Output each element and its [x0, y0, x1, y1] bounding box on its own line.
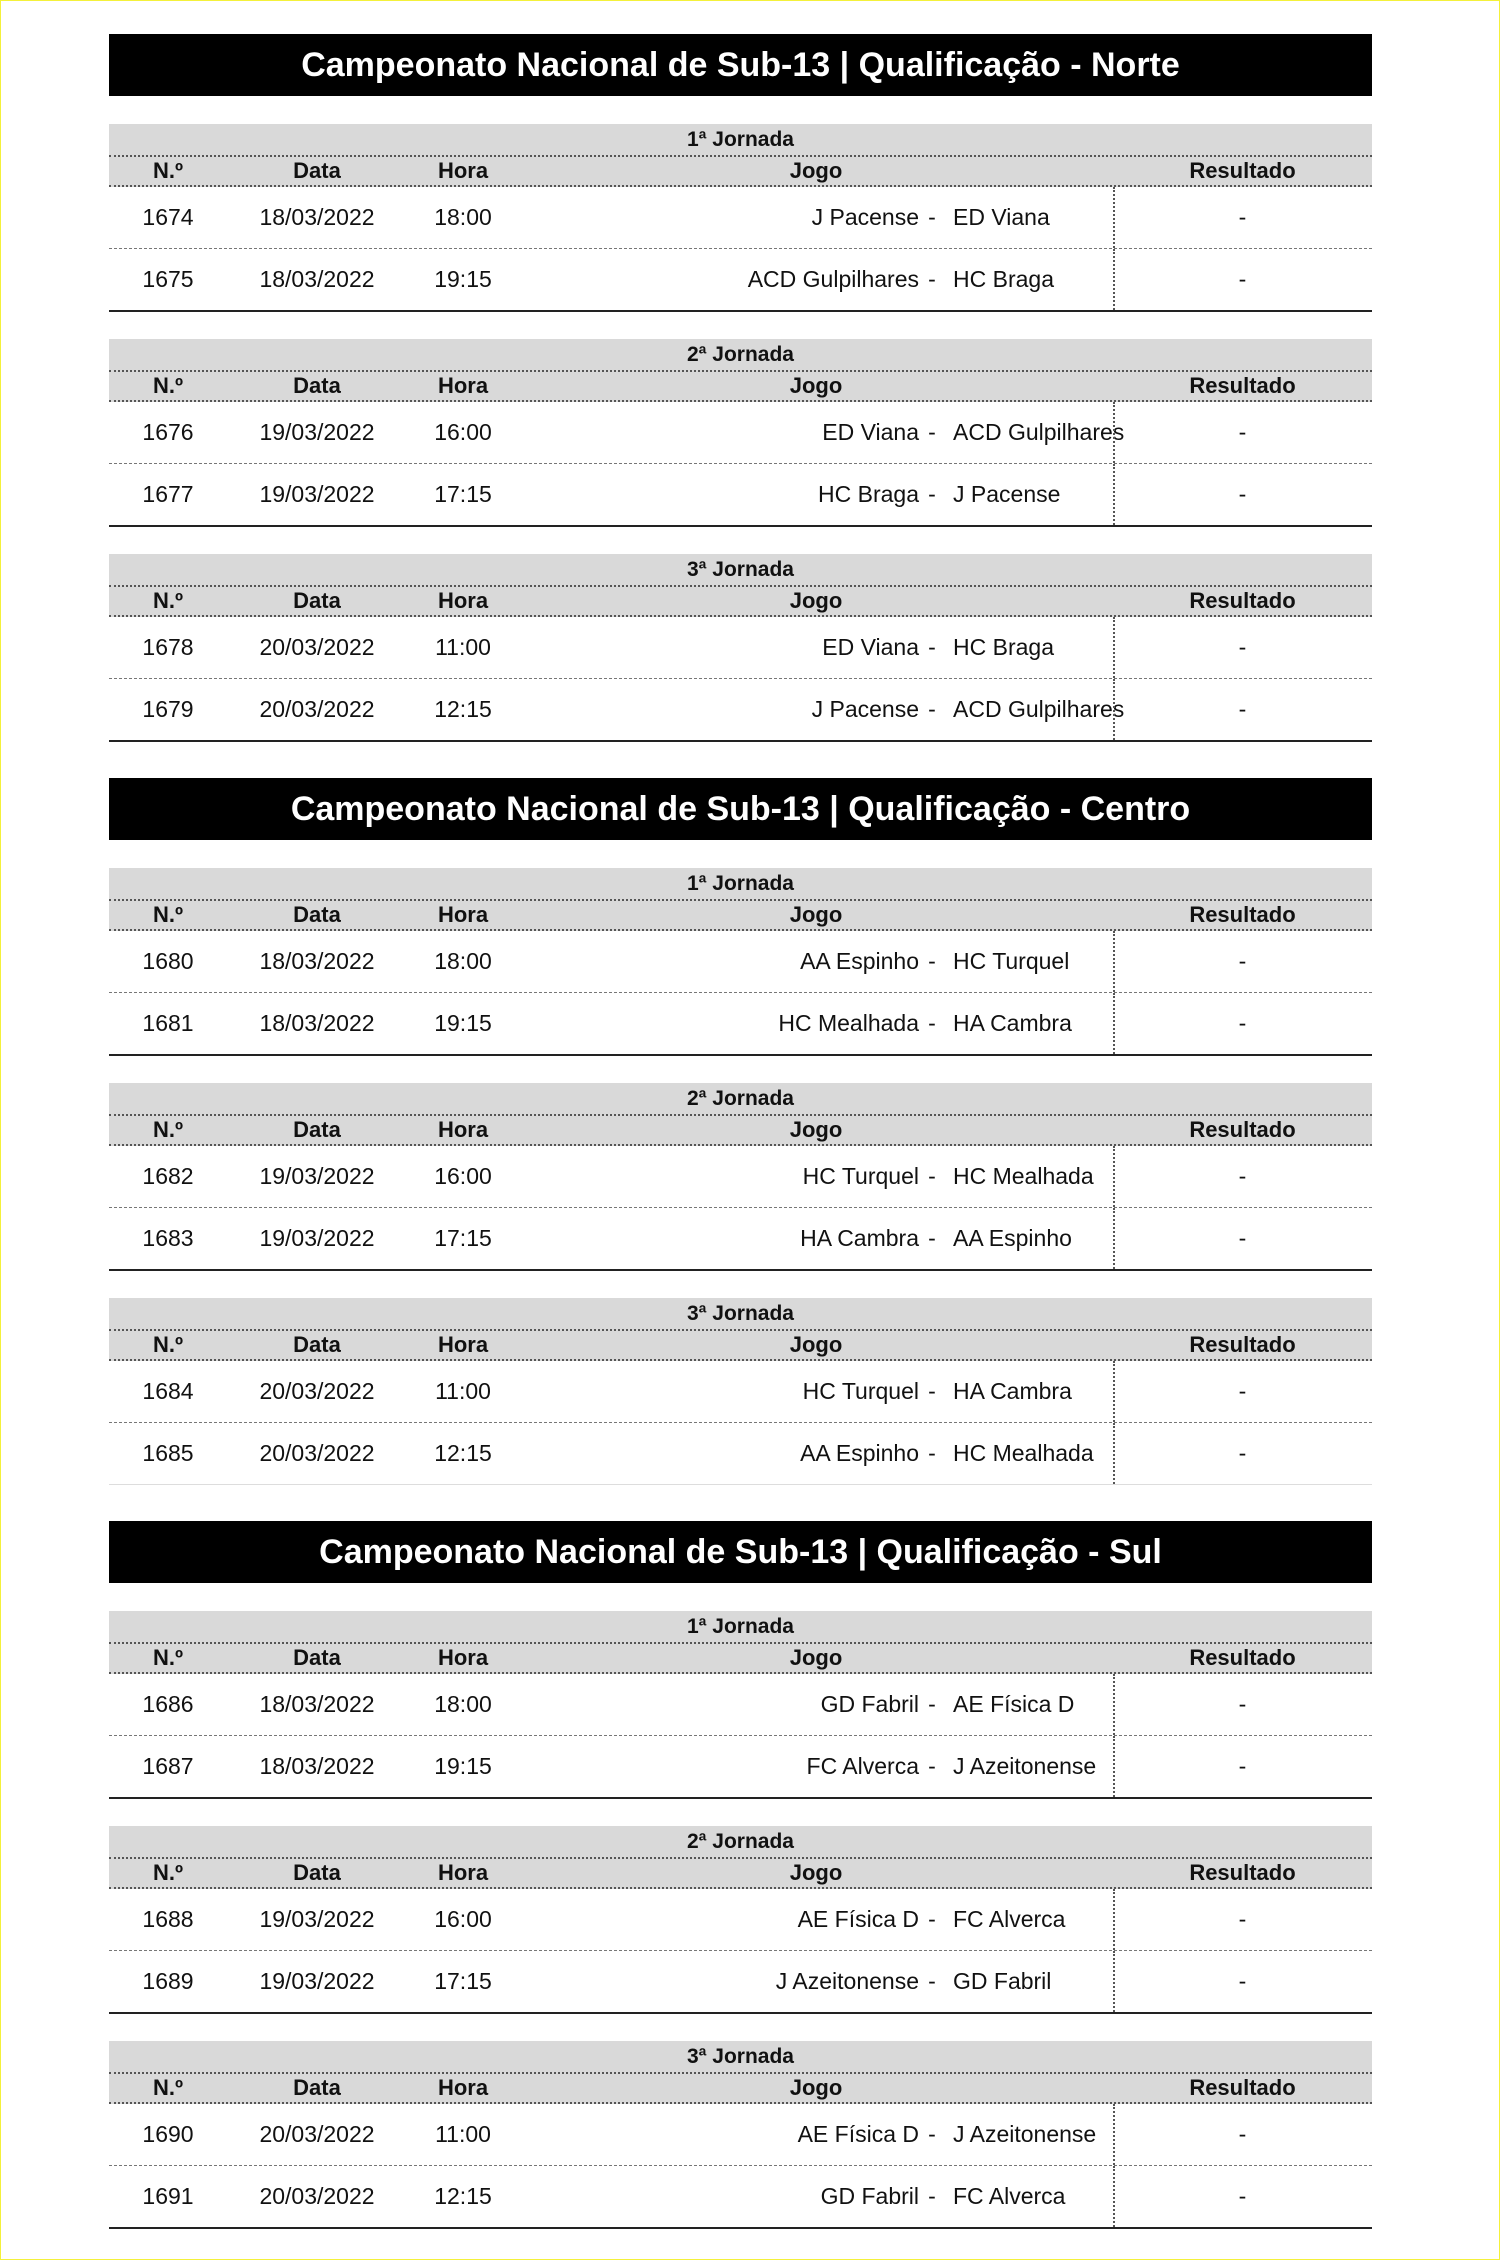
- column-header-row: [109, 2074, 1372, 2104]
- game-result: -: [1238, 266, 1247, 292]
- round-table: [109, 2041, 1372, 2229]
- header-number: N.º: [152, 1332, 184, 1357]
- header-number: N.º: [152, 1117, 184, 1142]
- round-table: [109, 1298, 1372, 1485]
- game-number: 1684: [142, 1378, 194, 1404]
- game-number: 1682: [142, 1163, 194, 1189]
- game-number: 1683: [142, 1225, 194, 1251]
- game-date: 20/03/2022: [259, 1440, 375, 1466]
- home-team: AA Espinho: [800, 948, 919, 974]
- game-row: [109, 464, 1372, 527]
- home-team: HC Turquel: [802, 1378, 919, 1404]
- competition-section: [109, 34, 1372, 742]
- game-matchup: [519, 679, 1125, 740]
- game-matchup: [519, 402, 1125, 463]
- header-result: Resultado: [1189, 902, 1296, 927]
- game-date: 18/03/2022: [259, 204, 375, 230]
- game-row: [109, 1889, 1372, 1951]
- header-number: N.º: [152, 1645, 184, 1670]
- header-number: N.º: [152, 1860, 184, 1885]
- game-date: 19/03/2022: [259, 1968, 375, 1994]
- header-game: Jogo: [789, 2075, 843, 2100]
- game-date: 19/03/2022: [259, 1225, 375, 1251]
- home-team: J Pacense: [811, 696, 919, 722]
- header-result: Resultado: [1189, 1332, 1296, 1357]
- team-separator: -: [928, 1378, 936, 1404]
- game-number: 1686: [142, 1691, 194, 1717]
- team-separator: -: [928, 1691, 936, 1717]
- team-separator: -: [928, 1010, 936, 1036]
- game-time: 19:15: [434, 1753, 492, 1779]
- game-time: 11:00: [435, 634, 491, 660]
- header-result: Resultado: [1189, 1645, 1296, 1670]
- header-date: Data: [293, 2075, 341, 2100]
- team-separator: -: [928, 419, 936, 445]
- header-time: Hora: [437, 1860, 489, 1885]
- round-table: [109, 554, 1372, 742]
- header-time: Hora: [437, 158, 489, 183]
- game-matchup: [519, 249, 1113, 310]
- team-separator: -: [928, 1968, 936, 1994]
- column-header-row: [109, 1116, 1372, 1146]
- game-matchup: [519, 1146, 1113, 1207]
- round-label: 3ª Jornada: [109, 1298, 1372, 1331]
- column-header-row: [109, 587, 1372, 617]
- team-separator: -: [928, 1440, 936, 1466]
- game-number: 1674: [142, 204, 194, 230]
- round-label: 2ª Jornada: [109, 1083, 1372, 1116]
- round-table: [109, 1826, 1372, 2014]
- game-row: [109, 2166, 1372, 2229]
- away-team: HC Braga: [953, 634, 1054, 660]
- column-header-row: [109, 901, 1372, 931]
- header-time: Hora: [437, 1332, 489, 1357]
- header-date: Data: [293, 373, 341, 398]
- game-date: 19/03/2022: [259, 481, 375, 507]
- game-row: [109, 1423, 1372, 1485]
- header-number: N.º: [152, 902, 184, 927]
- header-game: Jogo: [789, 373, 843, 398]
- game-date: 20/03/2022: [259, 696, 375, 722]
- game-time: 19:15: [434, 266, 492, 292]
- game-time: 12:15: [434, 2183, 492, 2209]
- header-date: Data: [293, 588, 341, 613]
- game-number: 1687: [142, 1753, 194, 1779]
- round-table: [109, 1083, 1372, 1271]
- game-row: [109, 617, 1372, 679]
- header-game: Jogo: [789, 1645, 843, 1670]
- game-number: 1689: [142, 1968, 194, 1994]
- away-team: FC Alverca: [953, 1906, 1066, 1932]
- away-team: ACD Gulpilhares: [953, 696, 1125, 722]
- round-label: 2ª Jornada: [109, 339, 1372, 372]
- team-separator: -: [928, 948, 936, 974]
- header-number: N.º: [152, 158, 184, 183]
- game-result: -: [1238, 204, 1247, 230]
- round-label: 2ª Jornada: [109, 1826, 1372, 1859]
- header-date: Data: [293, 1332, 341, 1357]
- header-result: Resultado: [1189, 373, 1296, 398]
- game-time: 17:15: [434, 481, 492, 507]
- game-matchup: [519, 1674, 1113, 1735]
- game-result: -: [1238, 1440, 1247, 1466]
- header-time: Hora: [437, 1117, 489, 1142]
- game-row: [109, 187, 1372, 249]
- home-team: HA Cambra: [800, 1225, 919, 1251]
- game-matchup: [519, 1361, 1113, 1422]
- away-team: ACD Gulpilhares: [953, 419, 1125, 445]
- round-table: [109, 868, 1372, 1056]
- header-game: Jogo: [789, 588, 843, 613]
- team-separator: -: [928, 204, 936, 230]
- header-date: Data: [293, 1117, 341, 1142]
- round-label: 3ª Jornada: [109, 554, 1372, 587]
- game-date: 18/03/2022: [259, 1691, 375, 1717]
- header-result: Resultado: [1189, 1117, 1296, 1142]
- game-number: 1681: [142, 1010, 194, 1036]
- game-date: 20/03/2022: [259, 1378, 375, 1404]
- game-date: 18/03/2022: [259, 1753, 375, 1779]
- game-number: 1676: [142, 419, 194, 445]
- game-matchup: [519, 993, 1113, 1054]
- home-team: HC Mealhada: [778, 1010, 919, 1036]
- home-team: AA Espinho: [800, 1440, 919, 1466]
- game-result: -: [1238, 1225, 1247, 1251]
- game-date: 18/03/2022: [259, 948, 375, 974]
- header-game: Jogo: [789, 902, 843, 927]
- round-label: 1ª Jornada: [109, 124, 1372, 157]
- game-matchup: [519, 1423, 1113, 1484]
- header-game: Jogo: [789, 1332, 843, 1357]
- game-number: 1678: [142, 634, 194, 660]
- column-header-row: [109, 1331, 1372, 1361]
- header-number: N.º: [152, 588, 184, 613]
- game-row: [109, 1951, 1372, 2014]
- away-team: AA Espinho: [953, 1225, 1072, 1251]
- game-date: 18/03/2022: [259, 266, 375, 292]
- home-team: GD Fabril: [820, 1691, 919, 1717]
- schedule-document: [109, 34, 1372, 2229]
- away-team: ED Viana: [953, 204, 1050, 230]
- home-team: ED Viana: [822, 634, 919, 660]
- round-label: 1ª Jornada: [109, 868, 1372, 901]
- home-team: HC Braga: [818, 481, 919, 507]
- home-team: GD Fabril: [820, 2183, 919, 2209]
- game-row: [109, 1736, 1372, 1799]
- competition-title: Campeonato Nacional de Sub-13 | Qualificação - Sul: [109, 1521, 1372, 1583]
- competition-title: Campeonato Nacional de Sub-13 | Qualificação - Centro: [109, 778, 1372, 840]
- header-game: Jogo: [789, 1860, 843, 1885]
- team-separator: -: [928, 1163, 936, 1189]
- game-matchup: [519, 187, 1113, 248]
- column-header-row: [109, 1644, 1372, 1674]
- header-date: Data: [293, 902, 341, 927]
- game-result: -: [1238, 1010, 1247, 1036]
- game-row: [109, 1208, 1372, 1271]
- game-result: -: [1238, 1753, 1247, 1779]
- game-number: 1688: [142, 1906, 194, 1932]
- header-date: Data: [293, 158, 341, 183]
- game-number: 1675: [142, 266, 194, 292]
- game-time: 12:15: [434, 696, 492, 722]
- game-row: [109, 1361, 1372, 1423]
- game-result: -: [1238, 481, 1247, 507]
- game-number: 1691: [142, 2183, 194, 2209]
- game-result: -: [1238, 2121, 1247, 2147]
- game-matchup: [519, 1208, 1113, 1269]
- header-game: Jogo: [789, 1117, 843, 1142]
- header-time: Hora: [437, 588, 489, 613]
- column-header-row: [109, 1859, 1372, 1889]
- team-separator: -: [928, 481, 936, 507]
- game-date: 19/03/2022: [259, 1163, 375, 1189]
- game-result: -: [1238, 1968, 1247, 1994]
- home-team: HC Turquel: [802, 1163, 919, 1189]
- header-result: Resultado: [1189, 2075, 1296, 2100]
- header-number: N.º: [152, 2075, 184, 2100]
- game-number: 1690: [142, 2121, 194, 2147]
- game-matchup: [519, 1736, 1113, 1797]
- game-row: [109, 1674, 1372, 1736]
- header-date: Data: [293, 1860, 341, 1885]
- game-time: 17:15: [434, 1968, 492, 1994]
- game-result: -: [1238, 1378, 1247, 1404]
- game-matchup: [519, 2104, 1113, 2165]
- column-header-row: [109, 157, 1372, 187]
- game-number: 1685: [142, 1440, 194, 1466]
- game-row: [109, 249, 1372, 312]
- game-result: -: [1238, 1163, 1247, 1189]
- game-number: 1677: [142, 481, 194, 507]
- round-table: [109, 124, 1372, 312]
- game-time: 19:15: [434, 1010, 492, 1036]
- game-time: 16:00: [434, 1906, 492, 1932]
- game-date: 20/03/2022: [259, 2183, 375, 2209]
- game-date: 19/03/2022: [259, 419, 375, 445]
- away-team: HA Cambra: [953, 1010, 1072, 1036]
- game-date: 18/03/2022: [259, 1010, 375, 1036]
- header-result: Resultado: [1189, 158, 1296, 183]
- away-team: HC Mealhada: [953, 1440, 1094, 1466]
- game-number: 1680: [142, 948, 194, 974]
- game-row: [109, 402, 1372, 464]
- away-team: GD Fabril: [953, 1968, 1052, 1994]
- game-row: [109, 2104, 1372, 2166]
- competition-title: Campeonato Nacional de Sub-13 | Qualificação - Norte: [109, 34, 1372, 96]
- game-time: 11:00: [435, 1378, 491, 1404]
- game-time: 18:00: [434, 204, 492, 230]
- game-result: -: [1238, 1906, 1247, 1932]
- round-table: [109, 339, 1372, 527]
- away-team: HC Turquel: [953, 948, 1070, 974]
- round-label: 3ª Jornada: [109, 2041, 1372, 2074]
- game-matchup: [519, 931, 1113, 992]
- home-team: AE Física D: [797, 2121, 919, 2147]
- game-time: 18:00: [434, 1691, 492, 1717]
- header-game: Jogo: [789, 158, 843, 183]
- header-number: N.º: [152, 373, 184, 398]
- team-separator: -: [928, 1225, 936, 1251]
- home-team: AE Física D: [797, 1906, 919, 1932]
- home-team: FC Alverca: [806, 1753, 919, 1779]
- game-matchup: [519, 1951, 1113, 2012]
- home-team: J Pacense: [811, 204, 919, 230]
- away-team: J Pacense: [953, 481, 1061, 507]
- game-time: 16:00: [434, 1163, 492, 1189]
- game-time: 16:00: [434, 419, 492, 445]
- game-result: -: [1238, 696, 1247, 722]
- header-time: Hora: [437, 1645, 489, 1670]
- game-matchup: [519, 464, 1113, 525]
- game-date: 20/03/2022: [259, 634, 375, 660]
- round-table: [109, 1611, 1372, 1799]
- away-team: J Azeitonense: [953, 1753, 1097, 1779]
- game-result: -: [1238, 2183, 1247, 2209]
- competition-section: [109, 778, 1372, 1485]
- home-team: ACD Gulpilhares: [747, 266, 919, 292]
- game-result: -: [1238, 634, 1247, 660]
- round-label: 1ª Jornada: [109, 1611, 1372, 1644]
- game-row: [109, 1146, 1372, 1208]
- column-header-row: [109, 372, 1372, 402]
- game-result: -: [1238, 948, 1247, 974]
- header-time: Hora: [437, 902, 489, 927]
- game-row: [109, 679, 1372, 742]
- team-separator: -: [928, 266, 936, 292]
- game-row: [109, 993, 1372, 1056]
- game-result: -: [1238, 1691, 1247, 1717]
- team-separator: -: [928, 696, 936, 722]
- game-matchup: [519, 2166, 1113, 2227]
- game-time: 17:15: [434, 1225, 492, 1251]
- team-separator: -: [928, 634, 936, 660]
- header-time: Hora: [437, 2075, 489, 2100]
- game-date: 20/03/2022: [259, 2121, 375, 2147]
- header-time: Hora: [437, 373, 489, 398]
- home-team: ED Viana: [822, 419, 919, 445]
- team-separator: -: [928, 2121, 936, 2147]
- team-separator: -: [928, 1753, 936, 1779]
- game-time: 11:00: [435, 2121, 491, 2147]
- game-result: -: [1238, 419, 1247, 445]
- away-team: FC Alverca: [953, 2183, 1066, 2209]
- game-date: 19/03/2022: [259, 1906, 375, 1932]
- game-time: 18:00: [434, 948, 492, 974]
- header-result: Resultado: [1189, 588, 1296, 613]
- away-team: AE Física D: [953, 1691, 1075, 1717]
- game-number: 1679: [142, 696, 194, 722]
- header-result: Resultado: [1189, 1860, 1296, 1885]
- away-team: J Azeitonense: [953, 2121, 1097, 2147]
- game-matchup: [519, 1889, 1113, 1950]
- away-team: HA Cambra: [953, 1378, 1072, 1404]
- competition-section: [109, 1521, 1372, 2229]
- away-team: HC Braga: [953, 266, 1054, 292]
- game-matchup: [519, 617, 1113, 678]
- home-team: J Azeitonense: [775, 1968, 919, 1994]
- away-team: HC Mealhada: [953, 1163, 1094, 1189]
- team-separator: -: [928, 2183, 936, 2209]
- team-separator: -: [928, 1906, 936, 1932]
- game-row: [109, 931, 1372, 993]
- header-date: Data: [293, 1645, 341, 1670]
- game-time: 12:15: [434, 1440, 492, 1466]
